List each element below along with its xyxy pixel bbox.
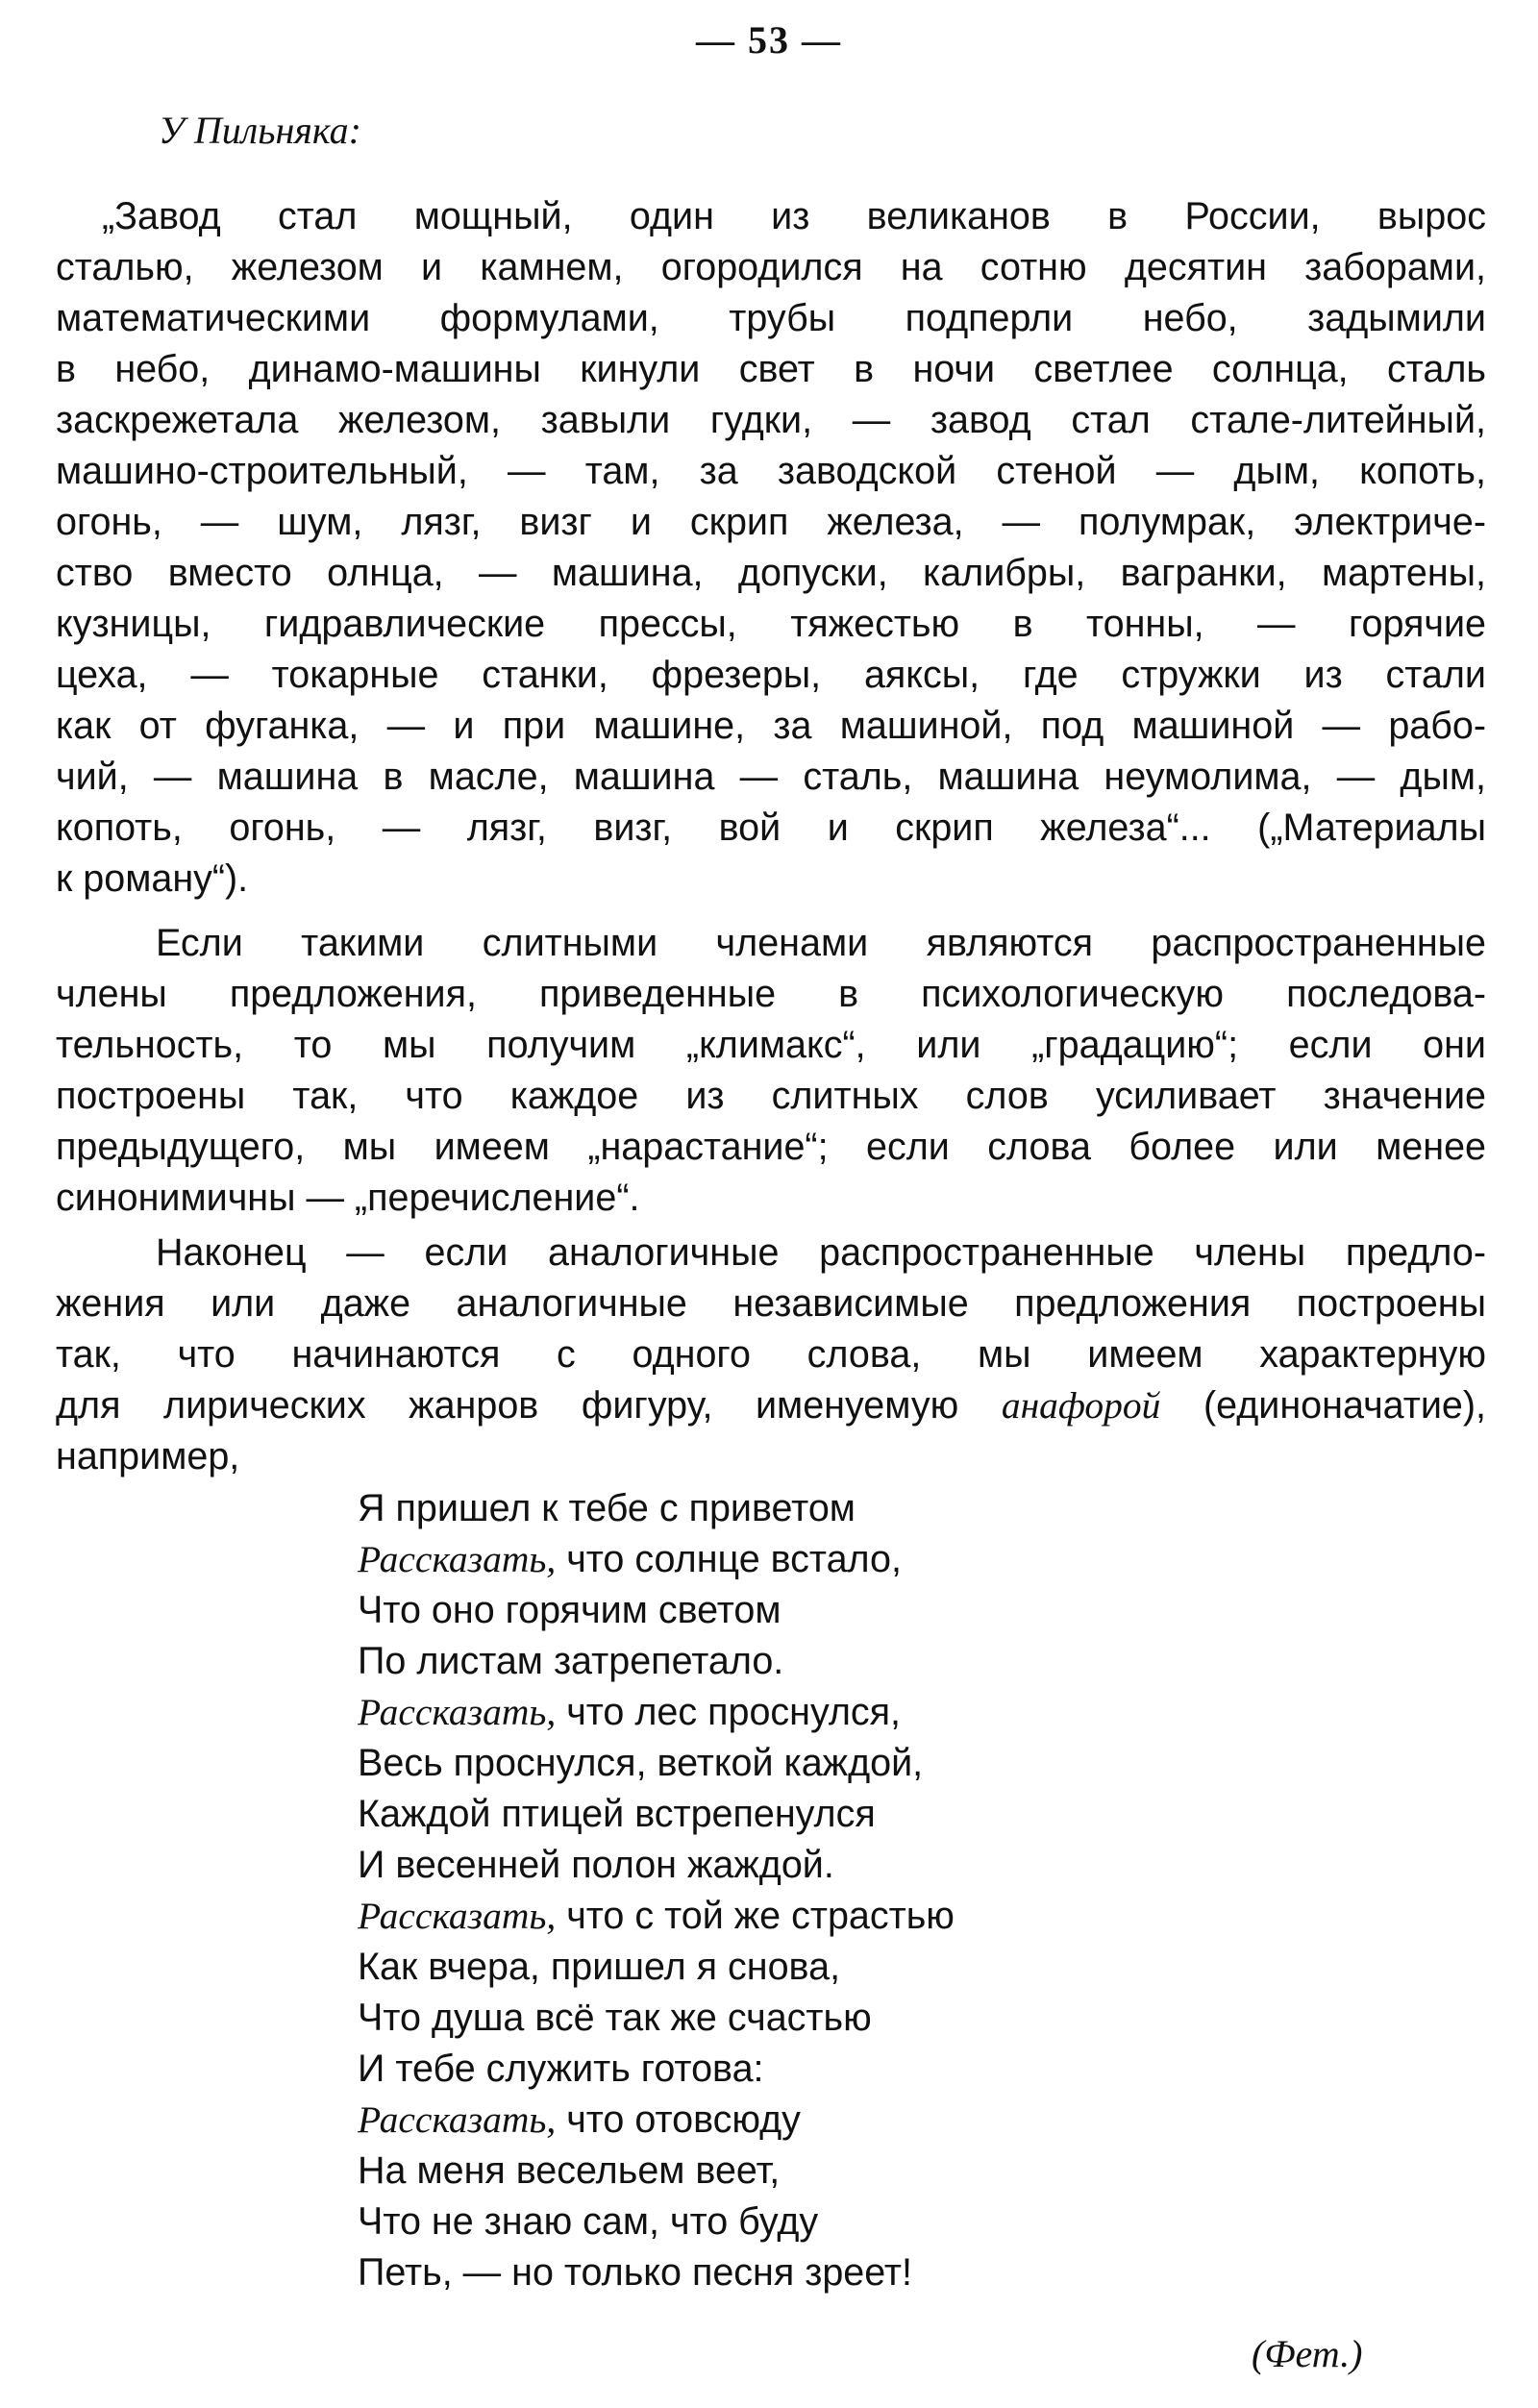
poem-line: Каждой птицей встрепенулся	[358, 1793, 876, 1835]
poem-line	[358, 2095, 955, 2146]
poem-line: Я пришел к тебе с приветом	[358, 1487, 856, 1529]
quote-intro: У Пильняка:	[159, 109, 361, 152]
quote-line: „Завод стал мощный, один из великанов в России, вырос	[102, 195, 1486, 237]
text-run: что солнце встало,	[556, 1538, 902, 1580]
page-number: — 53 —	[696, 18, 842, 62]
anaphora-term: анафорой	[1001, 1384, 1161, 1427]
paragraph-line: синонимичны — „перечисление“.	[56, 1177, 640, 1219]
quote-line: цеха, — токарные станки, фрезеры, аяксы, где стружки из стали	[56, 654, 1486, 696]
poem-line: Что душа всё так же счастью	[358, 1997, 872, 2039]
quote-line: машино-строительный, — там, за заводской стеной — дым, копоть,	[56, 450, 1486, 492]
text-run: для лирических жанров фигуру, именуемую	[56, 1384, 1002, 1427]
text-run: что лес проснулся,	[556, 1691, 902, 1733]
quote-line: в небо, динамо-машины кинули свет в ночи светлее солнца, сталь	[56, 348, 1486, 390]
poem-line: И тебе служить готова:	[358, 2048, 764, 2090]
poem-line: По листам затрепетало.	[358, 1640, 784, 1682]
paragraph-line: члены предложения, приведенные в психологическую последова-	[56, 973, 1486, 1015]
poem-line: Что не знаю сам, что буду	[358, 2200, 819, 2243]
poem	[358, 1483, 955, 2298]
quote-line: кузницы, гидравлические прессы, тяжестью в тонны, — горячие	[56, 603, 1486, 645]
quote-line: сталью, железом и камнем, огородился на сотню десятин заборами,	[56, 246, 1486, 288]
paragraph-line: тельность, то мы получим „климакс“, или „градацию“; если они	[56, 1024, 1486, 1066]
paragraph-line: предыдущего, мы имеем „нарастание“; если слова более или менее	[56, 1126, 1486, 1168]
poem-line: И весенней полон жаждой.	[358, 1844, 834, 1886]
text-run: что отовсюду	[556, 2098, 801, 2141]
poem-line: Весь проснулся, веткой каждой,	[358, 1742, 924, 1784]
quote-line: к роману“).	[56, 857, 249, 900]
paragraph-figures	[56, 918, 1486, 1224]
text-run: (единоначатие),	[1160, 1384, 1486, 1427]
paragraph-line: Наконец — если аналогичные распространенные члены предло-	[156, 1231, 1486, 1274]
paragraph-line: построены так, что каждое из слитных слов усиливает значение	[56, 1075, 1486, 1117]
paragraph-line-with-term	[56, 1380, 1486, 1431]
paragraph-line: так, что начинаются с одного слова, мы имеем характерную	[56, 1333, 1486, 1376]
text-run: что с той же страстью	[556, 1895, 955, 1937]
quote-line: математическими формулами, трубы подперли небо, задымили	[56, 297, 1486, 339]
quote-line: как от фуганка, — и при машине, за машиной, под машиной — рабо-	[56, 705, 1486, 747]
poem-anaphora-word: Рассказать,	[358, 2098, 557, 2141]
paragraph-line: жения или даже аналогичные независимые предложения построены	[56, 1282, 1486, 1325]
quote-line: копоть, огонь, — лязг, визг, вой и скрип железа“... („Материалы	[56, 807, 1486, 849]
poem-line: Как вчера, пришел я снова,	[358, 1946, 841, 1988]
paragraph-anaphora	[56, 1228, 1486, 1482]
poem-line: Что оно горячим светом	[358, 1589, 781, 1631]
quote-line: ство вместо олнца, — машина, допуски, калибры, вагранки, мартены,	[56, 552, 1486, 594]
poem-line: На меня весельем веет,	[358, 2149, 781, 2192]
poem-line	[358, 1891, 955, 1942]
poem-line	[358, 1687, 955, 1738]
poem-anaphora-word: Рассказать,	[358, 1538, 557, 1580]
quote-line: заскрежетала железом, завыли гудки, — завод стал стале-литейный,	[56, 399, 1486, 441]
paragraph-line: например,	[56, 1435, 240, 1477]
poem-line	[358, 1534, 955, 1585]
poem-line: Петь, — но только песня зреет!	[358, 2251, 912, 2294]
quote-line: чий, — машина в масле, машина — сталь, машина неумолима, — дым,	[56, 756, 1486, 798]
poem-anaphora-word: Рассказать,	[358, 1895, 557, 1937]
poem-author-signature: (Фет.)	[1252, 2332, 1363, 2375]
paragraph-line: Если такими слитными членами являются распространенные	[156, 922, 1486, 964]
quote-line: огонь, — шум, лязг, визг и скрип железа, — полумрак, электриче-	[56, 501, 1486, 543]
poem-anaphora-word: Рассказать,	[358, 1691, 557, 1733]
quote-paragraph	[56, 191, 1486, 905]
